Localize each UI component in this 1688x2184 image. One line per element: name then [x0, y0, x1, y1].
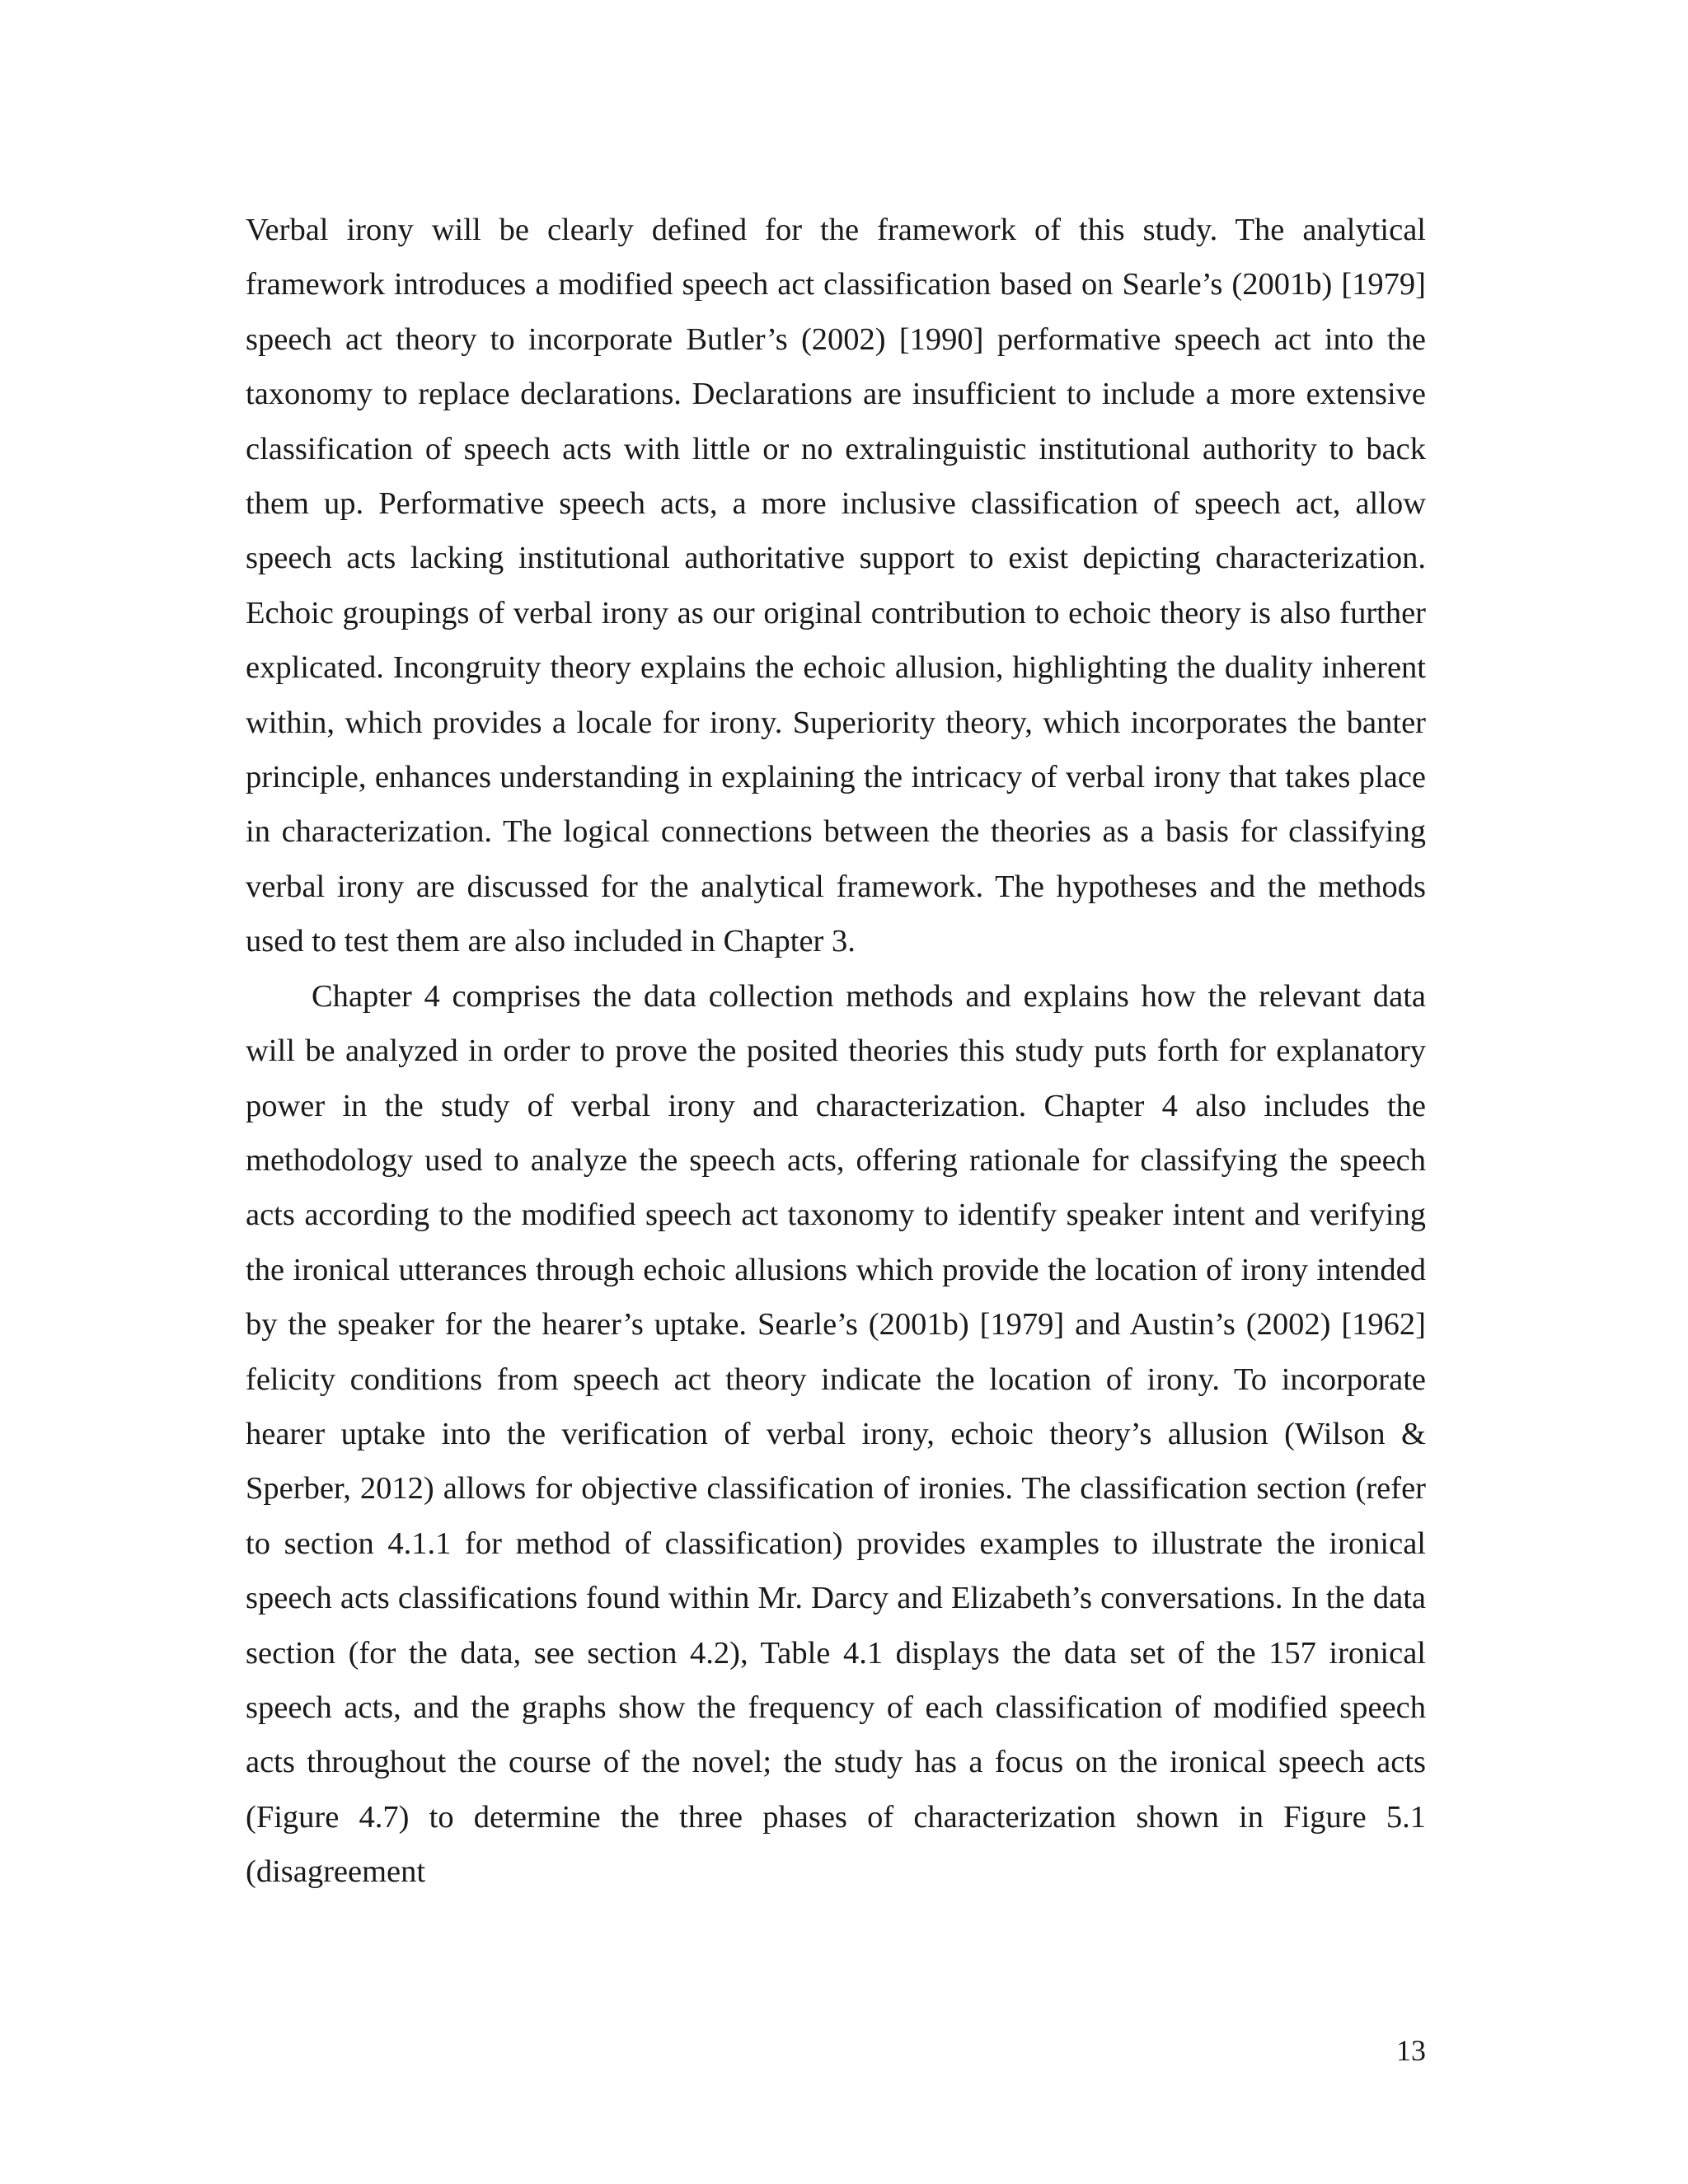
paragraph-chapter-4-summary: Chapter 4 comprises the data collection methods and explains how the relevant data will be analyzed in order to prove the posited theories this study puts forth for explanatory power in the study of verbal irony and characterization. Chapter 4 also includes the methodology used to analyze the speech acts, offering rationale for classifying the speech acts according to the modified speech act taxonomy to identify speaker intent and verifying the ironical utterances through echoic allusions which provide the location of irony intended by the speaker for the hearer’s uptake. Searle’s (2001b) [1979] and Austin’s (2002) [1962] felicity conditions from speech act theory indicate the location of irony. To incorporate hearer uptake into the verification of verbal irony, echoic theory’s allusion (Wilson & Sperber, 2012) allows for objective classification of ironies. The classification section (refer to section 4.1.1 for method of classification) provides examples to illustrate the ironical speech acts classifications found within Mr. Darcy and Elizabeth’s conversations. In the data section (for the data, see section 4.2), Table 4.1 displays the data set of the 157 ironical speech acts, and the graphs show the frequency of each classification of modified speech acts throughout the course of the novel; the study has a focus on the ironical speech acts (Figure 4.7) to determine the three phases of characterization shown in Figure 5.1 (disagreement — [246, 978, 1426, 1890]
body-text — [246, 203, 1426, 1900]
paragraph-verbal-irony-framework: Verbal irony will be clearly defined for the framework of this study. The analytical framework introduces a modified speech act classification based on Searle’s (2001b) [1979] speech act theory to incorporate Butler’s (2002) [1990] performative speech act into the taxonomy to replace declarations. Declarations are insufficient to include a more extensive classification of speech acts with little or no extralinguistic institutional authority to back them up. Performative speech acts, a more inclusive classification of speech act, allow speech acts lacking institutional authoritative support to exist depicting characterization. Echoic groupings of verbal irony as our original contribution to echoic theory is also further explicated. Incongruity theory explains the echoic allusion, highlighting the duality inherent within, which provides a locale for irony. Superiority theory, which incorporates the banter principle, enhances understanding in explaining the intricacy of verbal irony that takes place in characterization. The logical connections between the theories as a basis for classifying verbal irony are discussed for the analytical framework. The hypotheses and the methods used to test them are also included in Chapter 3. — [246, 213, 1426, 959]
page-number: 13 — [1396, 2034, 1426, 2067]
